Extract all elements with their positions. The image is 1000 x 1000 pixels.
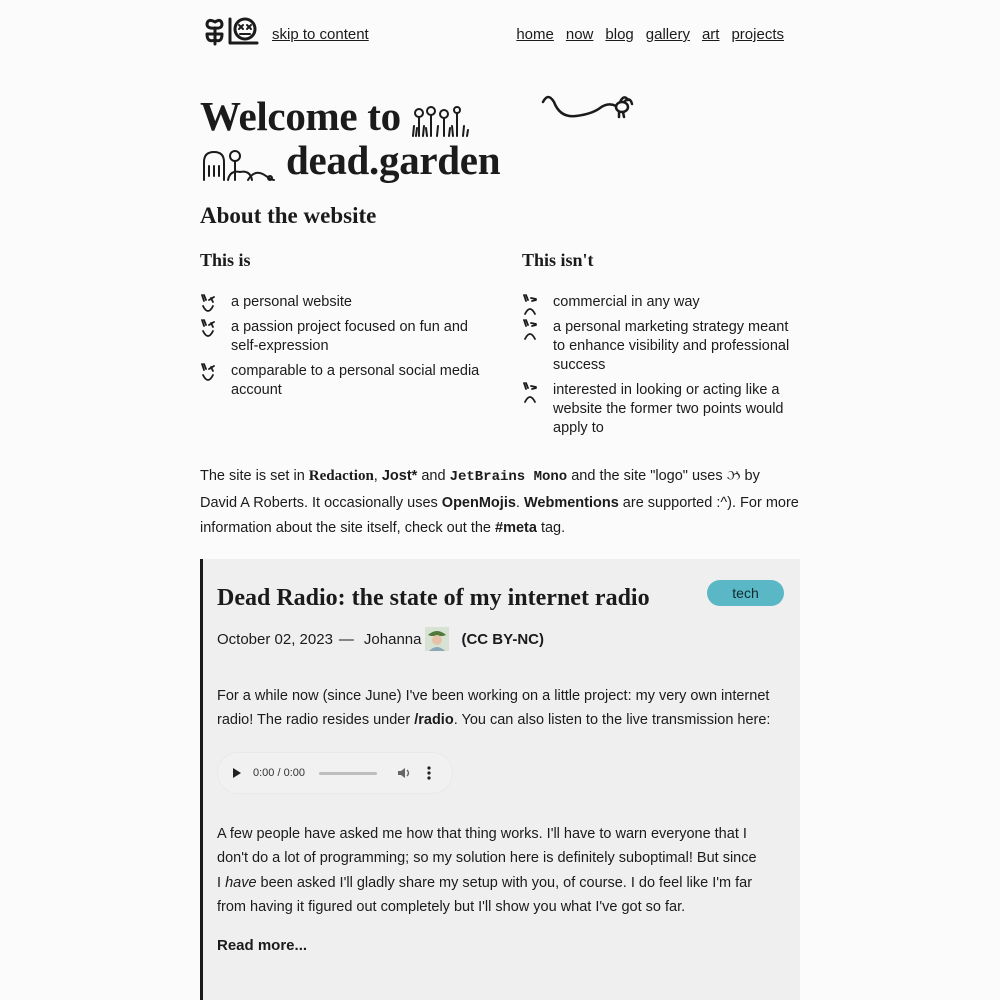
this-is-list	[200, 293, 490, 400]
more-options-icon[interactable]	[427, 766, 431, 780]
site-info-paragraph: The site is set in Redaction, Jost* and JetBrains Mono and the site "logo" uses ઝ by David A Roberts. It occasionally uses OpenMojis. Webmentions are supported :^). For more information about the site itself, check out the #meta tag.	[200, 468, 799, 536]
happy-face-icon	[200, 363, 216, 385]
audio-time: 0:00 / 0:00	[253, 767, 305, 779]
avatar	[425, 627, 449, 651]
jetbrains-font-link[interactable]: JetBrains Mono	[449, 469, 568, 485]
this-is-title: This is	[200, 250, 251, 270]
audio-player	[217, 752, 453, 794]
nav-art[interactable]: art	[701, 26, 720, 43]
read-more-link[interactable]: Read more...	[217, 937, 308, 954]
this-isnt-column	[522, 250, 802, 444]
article-meta: October 02, 2023 — Johanna (CC BY-NC)	[217, 627, 544, 651]
about-heading: About the website	[200, 203, 377, 228]
dead-garden-logo-icon[interactable]	[203, 16, 259, 46]
meta-tag-link[interactable]: #meta	[495, 520, 537, 536]
volume-icon[interactable]	[397, 767, 411, 779]
nav-now[interactable]: now	[565, 26, 594, 43]
nav-home[interactable]: home	[516, 26, 554, 43]
nav-blog[interactable]: blog	[605, 26, 634, 43]
list-item: commercial in any way	[522, 293, 802, 312]
this-is-column	[200, 250, 490, 406]
main-nav	[516, 26, 784, 43]
title-welcome: Welcome to	[200, 93, 401, 139]
article-card	[200, 559, 800, 1000]
tag-badge-tech[interactable]: tech	[707, 580, 784, 606]
list-item: a personal marketing strategy meant to enhance visibility and professional success	[522, 318, 802, 375]
openmojis-link[interactable]: OpenMojis	[441, 494, 516, 511]
flowers-doodle-icon	[411, 104, 471, 138]
bee-doodle-icon	[540, 92, 636, 128]
grave-doodle-icon	[200, 148, 276, 182]
license-link[interactable]: (CC BY-NC)	[461, 630, 544, 648]
jost-font-link[interactable]: Jost*	[381, 468, 418, 484]
article-author[interactable]: Johanna	[363, 630, 422, 648]
skip-to-content-link[interactable]: skip to content	[272, 26, 369, 43]
sad-face-icon	[522, 382, 538, 404]
logo-glyph: ઝ	[726, 468, 741, 484]
this-isnt-list	[522, 293, 802, 438]
list-item: interested in looking or acting like a website the former two points would apply to	[522, 381, 802, 438]
article-intro-paragraph: For a while now (since June) I've been working on a little project: my very own internet radio! The radio resides under /radio. You can also listen to the live transmission here:	[217, 688, 771, 728]
list-item: a passion project focused on fun and self-expression	[200, 318, 490, 356]
happy-face-icon	[200, 294, 216, 316]
audio-progress-slider[interactable]	[319, 772, 377, 775]
webmentions-link[interactable]: Webmentions	[523, 494, 619, 511]
redaction-font-link[interactable]: Redaction	[308, 468, 374, 484]
nav-projects[interactable]: projects	[731, 26, 784, 43]
radio-link[interactable]: /radio	[414, 711, 454, 728]
sad-face-icon	[522, 319, 538, 341]
play-icon[interactable]	[233, 768, 241, 778]
article-body-paragraph: A few people have asked me how that thing works. I'll have to warn everyone that I don't do a lot of programming; so my solution here is definitely suboptimal! But since I have been asked I'll gladly share my setup with you, of course. I do feel like I'm far from having it figured out completely but I'll show you what I've got so far.	[217, 826, 757, 915]
nav-gallery[interactable]: gallery	[645, 26, 690, 43]
happy-face-icon	[200, 319, 216, 341]
this-isnt-title: This isn't	[522, 250, 594, 270]
sad-face-icon	[522, 294, 538, 316]
article-title[interactable]: Dead Radio: the state of my internet radio	[217, 585, 650, 611]
list-item: a personal website	[200, 293, 490, 312]
title-site-name: dead.garden	[285, 137, 501, 183]
article-date: October 02, 2023	[217, 630, 333, 648]
site-header	[200, 14, 800, 54]
list-item: comparable to a personal social media account	[200, 362, 490, 400]
